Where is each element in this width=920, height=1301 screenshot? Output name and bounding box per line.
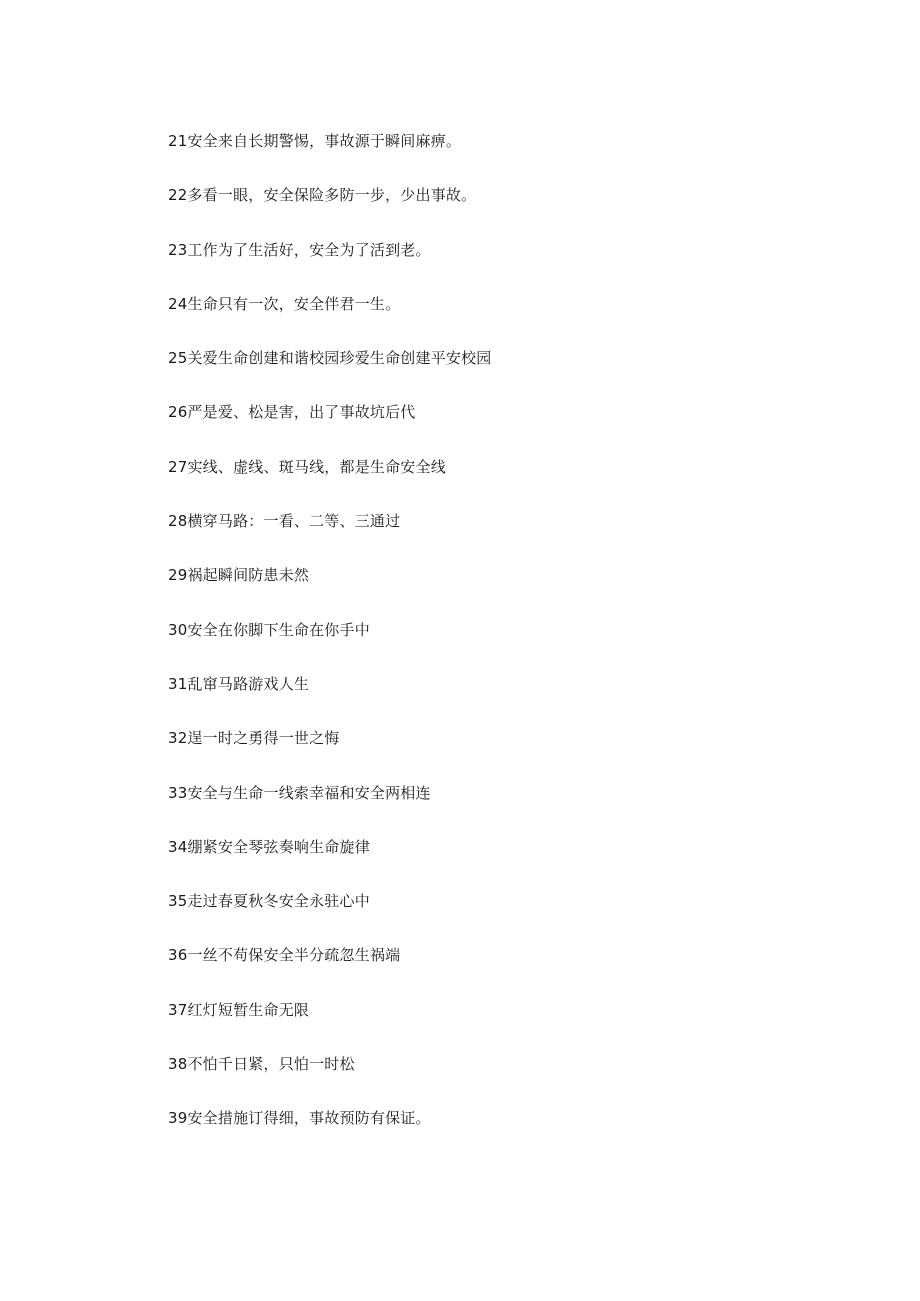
list-item: 27实线、虚线、斑马线，都是生命安全线 xyxy=(168,457,446,476)
list-item: 23工作为了生活好，安全为了活到老。 xyxy=(168,240,431,259)
list-item: 33安全与生命一线索幸福和安全两相连 xyxy=(168,783,431,802)
list-item: 25关爱生命创建和谐校园珍爱生命创建平安校园 xyxy=(168,349,492,368)
list-item: 30安全在你脚下生命在你手中 xyxy=(168,620,370,639)
list-item: 36一丝不苟保安全半分疏忽生祸端 xyxy=(168,946,401,965)
list-item: 24生命只有一次，安全伴君一生。 xyxy=(168,294,401,313)
list-item: 35走过春夏秋冬安全永驻心中 xyxy=(168,892,370,911)
list-item: 26严是爱、松是害，出了事故坑后代 xyxy=(168,403,416,422)
list-item: 32逞一时之勇得一世之悔 xyxy=(168,729,340,748)
slogan-list xyxy=(168,129,808,1161)
list-item: 37红灯短暂生命无限 xyxy=(168,1000,310,1019)
list-item: 38不怕千日紧，只怕一时松 xyxy=(168,1055,355,1074)
list-item: 29祸起瞬间防患未然 xyxy=(168,566,310,585)
list-item: 39安全措施订得细，事故预防有保证。 xyxy=(168,1109,431,1128)
list-item: 34绷紧安全琴弦奏响生命旋律 xyxy=(168,837,370,856)
list-item: 28横穿马路：一看、二等、三通过 xyxy=(168,512,401,531)
list-item: 31乱窜马路游戏人生 xyxy=(168,674,310,693)
list-item: 21安全来自长期警惕，事故源于瞬间麻痹。 xyxy=(168,132,462,150)
list-item: 22多看一眼，安全保险多防一步，少出事故。 xyxy=(168,186,477,205)
